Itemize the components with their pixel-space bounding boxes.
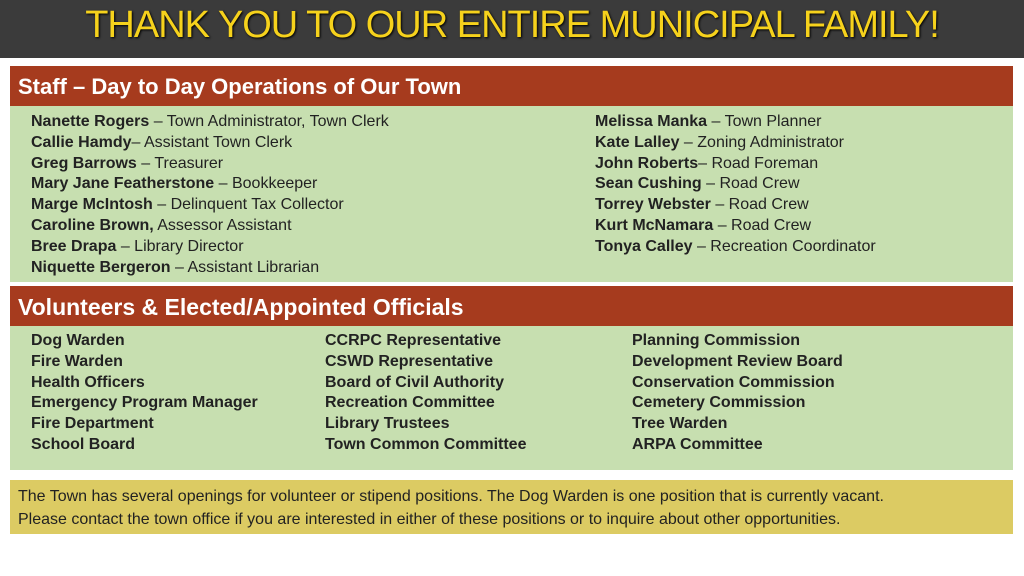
staff-name: Torrey Webster [595,196,711,214]
staff-role: – Road Foreman [698,154,819,172]
staff-role: – Town Administrator, Town Clerk [149,113,389,130]
volunteers-column-2 [325,331,526,456]
staff-role: – Road Crew [713,216,812,234]
staff-entry [31,112,389,133]
staff-name: John Roberts [595,154,699,172]
volunteer-role: Conservation Commission [632,373,835,391]
volunteer-role: Library Trustees [325,415,450,433]
staff-role: – Assistant Librarian [170,258,320,276]
volunteer-role: Health Officers [31,373,145,391]
volunteer-role: CSWD Representative [325,352,494,370]
staff-name: Kurt McNamara [595,216,714,234]
volunteer-role: Cemetery Commission [632,394,806,412]
openings-note [10,480,1013,534]
staff-entry [595,174,876,195]
volunteer-role: CCRPC Representative [325,332,502,349]
staff-role: – Town Planner [707,113,822,130]
note-line-1: The Town has several openings for volunteer or stipend positions. The Dog Warden is one position that is currently vacant. [18,488,884,505]
staff-name: Tonya Calley [595,237,693,255]
staff-header: Staff – Day to Day Operations of Our Town [10,66,1013,106]
staff-role: – Library Director [116,237,244,255]
staff-name: Melissa Manka [595,113,708,130]
staff-role: Assessor Assistant [153,216,292,234]
staff-name: Niquette Bergeron [31,258,171,276]
staff-role: – Delinquent Tax Collector [152,196,344,214]
staff-role: – Zoning Administrator [679,133,845,151]
staff-entry [595,237,876,258]
volunteers-header: Volunteers & Elected/Appointed Officials [10,286,1013,326]
staff-entry [595,154,876,175]
volunteer-role: Town Common Committee [325,435,527,453]
volunteer-role: Board of Civil Authority [325,373,504,391]
staff-entry [595,133,876,154]
staff-entry [31,154,389,175]
staff-entry [595,216,876,237]
volunteer-role: Fire Department [31,415,154,433]
staff-name: Nanette Rogers [31,113,150,130]
volunteer-role: Recreation Committee [325,394,495,412]
staff-name: Kate Lalley [595,133,680,151]
staff-panel [10,66,1013,282]
staff-entry [31,237,389,258]
staff-name: Caroline Brown, [31,216,154,234]
staff-role: – Bookkeeper [214,175,318,193]
staff-name: Marge McIntosh [31,196,153,214]
staff-entry [31,174,389,195]
staff-entry [31,195,389,216]
volunteer-role: School Board [31,435,136,453]
staff-entry [31,258,389,279]
staff-role: – Road Crew [701,175,800,193]
staff-name: Greg Barrows [31,154,137,172]
staff-name: Bree Drapa [31,237,117,255]
staff-role: – Road Crew [710,196,809,214]
staff-name: Mary Jane Featherstone [31,175,215,193]
staff-entry [31,216,389,237]
note-line-2: Please contact the town office if you are interested in either of these positions or to inquire about other opportunities. [18,511,841,528]
staff-entry [595,112,876,133]
volunteers-panel [10,286,1013,470]
volunteer-role: Development Review Board [632,352,843,370]
staff-name: Sean Cushing [595,175,702,193]
volunteers-column-3 [632,331,843,456]
staff-entry [595,195,876,216]
staff-role: – Recreation Coordinator [692,237,876,255]
staff-entry [31,133,389,154]
page-title: THANK YOU TO OUR ENTIRE MUNICIPAL FAMILY! [85,4,939,46]
volunteer-role: Planning Commission [632,332,801,349]
volunteer-role: Emergency Program Manager [31,394,258,412]
title-bar [0,0,1024,58]
staff-name: Callie Hamdy [31,133,132,151]
volunteer-role: Dog Warden [31,332,125,349]
volunteer-role: Fire Warden [31,352,123,370]
volunteer-role: ARPA Committee [632,435,763,453]
staff-role: – Assistant Town Clerk [131,133,293,151]
volunteer-role: Tree Warden [632,415,728,433]
staff-role: – Treasurer [136,154,224,172]
volunteers-column-1 [31,331,258,456]
staff-right-column [595,112,876,258]
staff-left-column [31,112,389,278]
